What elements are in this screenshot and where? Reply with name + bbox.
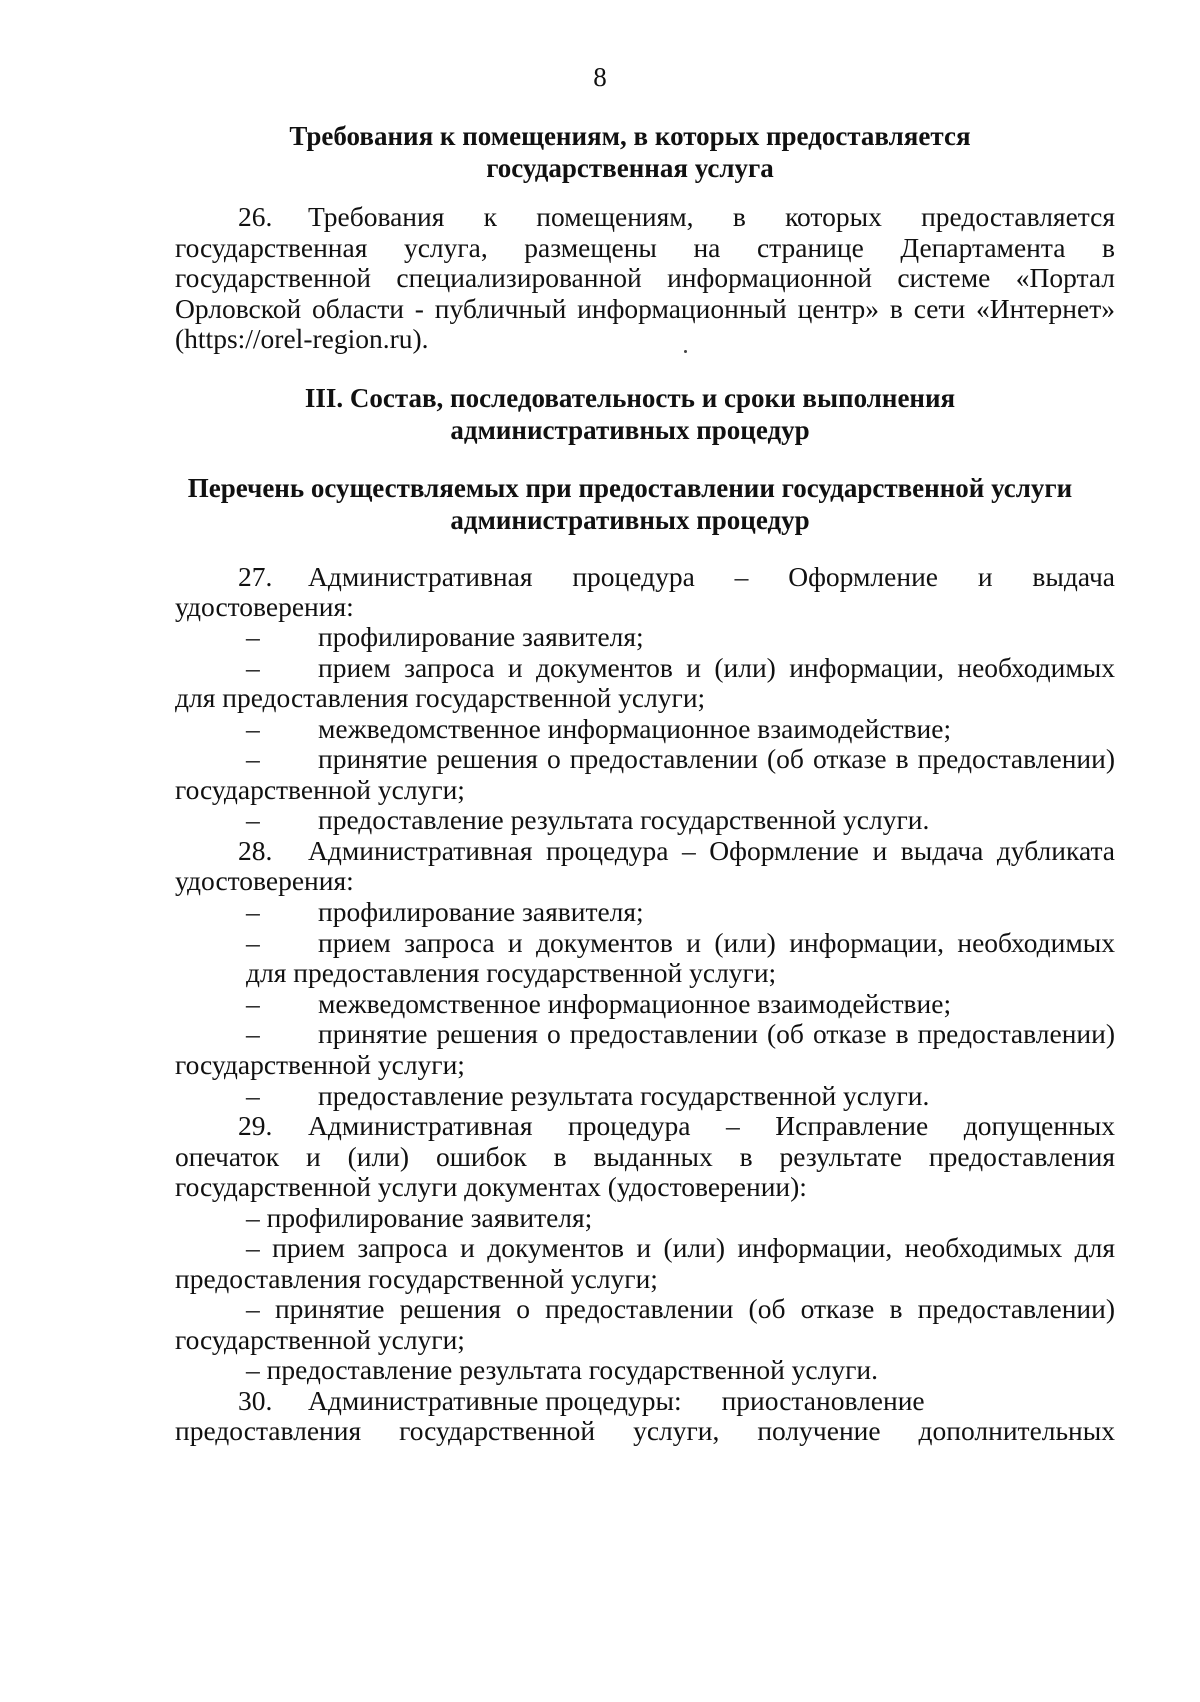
p28-item1: профилирование заявителя; bbox=[318, 896, 644, 927]
heading-premises-line2: государственная услуга bbox=[486, 153, 774, 183]
p28-number: 28. bbox=[238, 835, 273, 866]
p27-item2-dash: – bbox=[246, 652, 260, 683]
p29-item3-line1: – принятие решения о предоставлении (об отказе в предоставлении) bbox=[246, 1293, 1115, 1324]
p28-item5: предоставление результата государственной услуги. bbox=[318, 1080, 930, 1111]
p29-item3-line2: государственной услуги; bbox=[175, 1324, 465, 1355]
p27-number: 27. bbox=[238, 561, 273, 592]
p30-number: 30. bbox=[238, 1385, 273, 1416]
p28-text1: Административная процедура – Оформление и выдача дубликата bbox=[308, 835, 1115, 866]
p29-line1 bbox=[238, 1111, 1115, 1141]
p27-line2: удостоверения: bbox=[175, 591, 354, 622]
p29-text1: Административная процедура – Исправление допущенных bbox=[308, 1110, 1115, 1141]
p27-item1-dash: – bbox=[246, 621, 260, 652]
p27-item2-line1: прием запроса и документов и (или) информации, необходимых bbox=[318, 652, 1115, 683]
p27-item3-dash: – bbox=[246, 713, 260, 744]
p28-line2: удостоверения: bbox=[175, 865, 354, 896]
p29-item1: – профилирование заявителя; bbox=[246, 1202, 593, 1233]
p29-number: 29. bbox=[238, 1110, 273, 1141]
p30-text1a: Административные процедуры: bbox=[308, 1385, 682, 1416]
p28-item3-dash: – bbox=[246, 988, 260, 1019]
p29-line2: опечаток и (или) ошибок в выданных в результате предоставления bbox=[175, 1141, 1115, 1172]
heading-section3-line2: административных процедур bbox=[450, 415, 810, 445]
p26-number: 26. bbox=[238, 201, 273, 232]
p28-item4-dash: – bbox=[246, 1018, 260, 1049]
p27-item4-line2: государственной услуги; bbox=[175, 774, 465, 805]
p29-item4: – предоставление результата государственной услуги. bbox=[246, 1354, 878, 1385]
p27-item5: предоставление результата государственной услуги. bbox=[318, 804, 930, 835]
p29-item2-line2: предоставления государственной услуги; bbox=[175, 1263, 658, 1294]
p28-item5-dash: – bbox=[246, 1080, 260, 1111]
p27-line1 bbox=[238, 562, 1115, 592]
p28-item4-line1: принятие решения о предоставлении (об отказе в предоставлении) bbox=[318, 1018, 1115, 1049]
p29-item2-line1: – прием запроса и документов и (или) информации, необходимых для bbox=[246, 1232, 1115, 1263]
heading-section3-line1: III. Состав, последовательность и сроки выполнения bbox=[304, 383, 956, 413]
p30-line2: предоставления государственной услуги, получение дополнительных bbox=[175, 1415, 1115, 1446]
p27-item2-line2: для предоставления государственной услуги; bbox=[175, 682, 706, 713]
p28-item2-line2: для предоставления государственной услуги; bbox=[246, 957, 777, 988]
p27-item5-dash: – bbox=[246, 804, 260, 835]
p26-line4: Орловской области - публичный информационный центр» в сети «Интернет» bbox=[175, 293, 1115, 324]
p28-line1 bbox=[238, 836, 1115, 866]
p28-item2-line1: прием запроса и документов и (или) информации, необходимых bbox=[318, 927, 1115, 958]
heading-premises bbox=[160, 120, 1100, 184]
p27-item4-line1: принятие решения о предоставлении (об отказе в предоставлении) bbox=[318, 743, 1115, 774]
p26-text1: Требования к помещениям, в которых предоставляется bbox=[308, 201, 1115, 232]
scan-speck bbox=[684, 350, 687, 353]
page-number: 8 bbox=[593, 62, 607, 92]
heading-premises-line1: Требования к помещениям, в которых предоставляется bbox=[289, 121, 971, 151]
p27-item4-dash: – bbox=[246, 743, 260, 774]
p28-item3: межведомственное информационное взаимодействие; bbox=[318, 988, 952, 1019]
p30-line1 bbox=[238, 1386, 1115, 1416]
p28-item1-dash: – bbox=[246, 896, 260, 927]
p26-line3: государственной специализированной информационной системе «Портал bbox=[175, 262, 1115, 293]
p27-text1: Административная процедура – Оформление и выдача bbox=[308, 561, 1115, 592]
p26-line5: (https://orel-region.ru). bbox=[175, 323, 429, 354]
heading-procedure-list bbox=[160, 472, 1100, 536]
heading-procedure-list-line1: Перечень осуществляемых при предоставлении государственной услуги bbox=[187, 473, 1073, 503]
p28-item2-dash: – bbox=[246, 927, 260, 958]
p26-line2: государственная услуга, размещены на странице Департамента в bbox=[175, 232, 1115, 263]
heading-section3 bbox=[160, 382, 1100, 446]
p29-line3: государственной услуги документах (удостоверении): bbox=[175, 1171, 807, 1202]
p30-text1b: приостановление bbox=[721, 1385, 925, 1416]
p26-line1 bbox=[238, 202, 1115, 232]
heading-procedure-list-line2: административных процедур bbox=[450, 505, 810, 535]
p27-item1: профилирование заявителя; bbox=[318, 621, 644, 652]
p28-item4-line2: государственной услуги; bbox=[175, 1049, 465, 1080]
p27-item3: межведомственное информационное взаимодействие; bbox=[318, 713, 952, 744]
